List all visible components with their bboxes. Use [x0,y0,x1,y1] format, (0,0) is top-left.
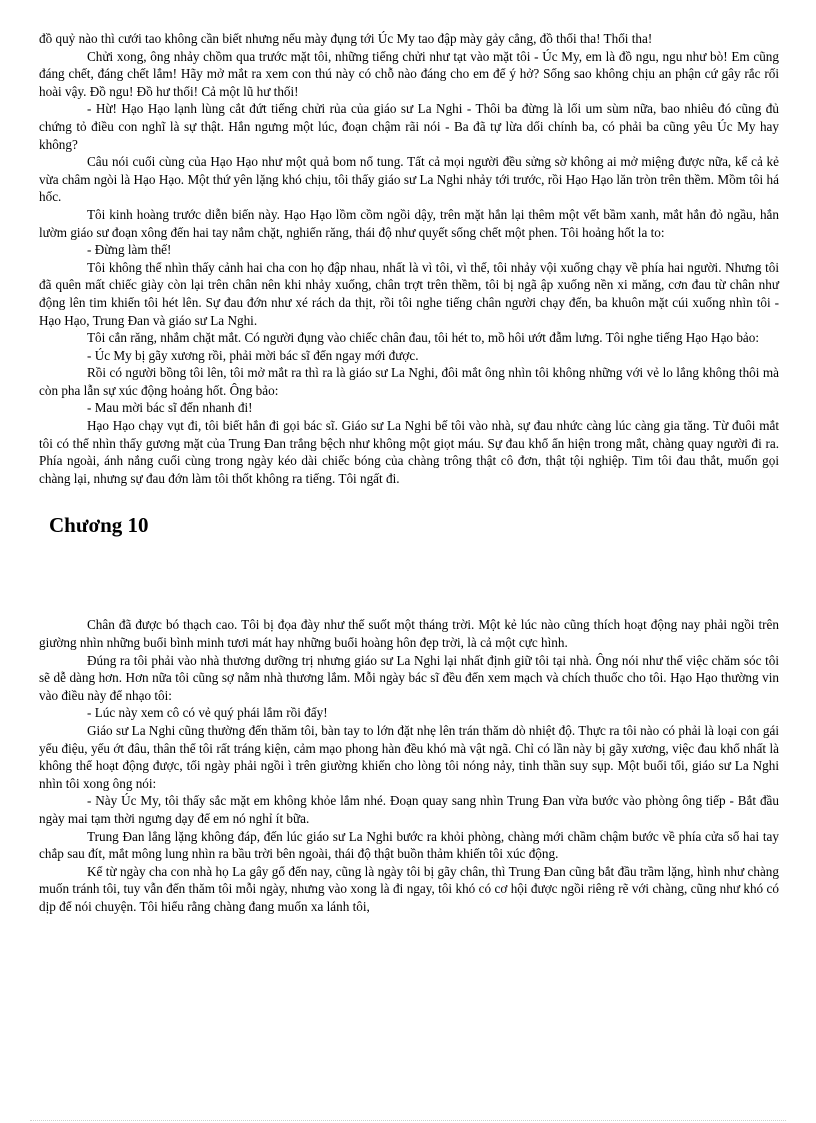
paragraph: Hạo Hạo chạy vụt đi, tôi biết hắn đi gọi bác sĩ. Giáo sư La Nghi bế tôi vào nhà, sự đau nhức càng lúc càng gia tăng. Từ đuôi mắt tôi có thể nhìn thấy gương mặt của Trung Đan trắng bệch như không một giọt máu. Sự đau khổ ẩn hiện trong mắt, chàng quay người đi ra. Phía ngoài, ánh nắng cuối cùng trong ngày kéo dài chiếc bóng của chàng trông thật cô đơn, thật tội nghiệp. Tim tôi đau thắt, muốn gọi chàng lại, nhưng sự đau đớn làm tôi thốt không ra tiếng. Tôi ngất đi. [39,418,779,486]
dialogue-line: - Hừ! Hạo Hạo lạnh lùng cắt đứt tiếng chửi rủa của giáo sư La Nghi - Thôi ba đừng là lối um sùm nữa, bao nhiêu đó cũng đủ chứng tỏ điều con nghĩ là sự thật. Hắn ngưng một lúc, đoạn chậm rãi nói - Ba đã tự lừa dối chính ba, có phải ba cũng yêu Úc My hay không? [39,101,779,152]
chapter-spacer [39,537,779,616]
paragraph: Trung Đan lẳng lặng không đáp, đến lúc giáo sư La Nghi bước ra khỏi phòng, chàng mới chầm chậm bước về phía cửa sổ hai tay chắp sau đít, mắt mông lung nhìn ra bầu trời bên ngoài, thái độ thật buồn thảm khiến tôi xúc động. [39,828,779,862]
paragraph: Rồi có người bồng tôi lên, tôi mở mắt ra thì ra là giáo sư La Nghi, đôi mắt ông nhìn tôi không những với vẻ lo lắng không thôi mà còn pha lẫn sự xúc động hoảng hốt. Ông bảo: [39,365,779,398]
paragraph: Kể từ ngày cha con nhà họ La gây gổ đến nay, cũng là ngày tôi bị gãy chân, thì Trung Đan cũng bắt đầu trầm lặng, hình như chàng muốn tránh tôi, tuy vẫn đến thăm tôi mỗi ngày, nhưng vào xong là đi ngay, tôi khó có cơ hội được ngồi riêng rẽ với chàng, cũng như khó có dịp để nói chuyện. Tôi hiểu rằng chàng đang muốn xa lánh tôi, [39,863,779,914]
dialogue-line: - Úc My bị gãy xương rồi, phải mời bác sĩ đến ngay mới được. [87,347,419,363]
paragraph: Giáo sư La Nghi cũng thường đến thăm tôi, bàn tay to lớn đặt nhẹ lên trán thăm dò nhiệt độ. Thực ra tôi nào có phải là loại con gái yểu điệu, yếu ớt đâu, thân thể tôi rất tráng kiện, cảm mạo phong hàn đều khó mà vật ngã. Chỉ có lần này bị gãy xương, việc đau khổ nhất là không thể hoạt động được, tối ngày phải ngồi ì trên giường khiến cho lòng tôi nóng nảy, tinh thần suy sụp. Một buổi tối, giáo sư La Nghi nhìn tôi xong ông nói: [39,723,779,791]
paragraph: Chân đã được bó thạch cao. Tôi bị đọa đày như thế suốt một tháng trời. Một kẻ lúc nào cũng thích hoạt động nay phải ngồi trên giường nhìn những buổi bình minh tươi mát hay những buổi hoàng hôn đẹp trời, là cả một cực hình. [39,617,779,651]
paragraph: Câu nói cuối cùng của Hạo Hạo như một quả bom nổ tung. Tất cả mọi người đều sửng sờ không ai mở miệng được nữa, kể cả kẻ vừa châm ngòi là Hạo Hạo. Một thứ yên lặng khó chịu, tôi thấy giáo sư La Nghi nhảy tới trước, rồi Hạo Hạo lăn tròn trên thềm. Mồm tôi há hốc. [39,154,779,205]
paragraph: Tôi cắn răng, nhắm chặt mắt. Có người đụng vào chiếc chân đau, tôi hét to, mồ hôi ướt đẫm lưng. Tôi nghe tiếng Hạo Hạo bảo: [87,330,760,346]
page-bottom-rule [30,1120,786,1121]
document-page [39,30,779,916]
dialogue-line: - Đừng làm thế! [87,242,172,258]
paragraph: đồ quỷ nào thì cưới tao không cần biết nhưng nếu mày đụng tới Úc My tao đập mày gảy cẳng, đồ thối tha! Thối tha! [39,31,653,46]
dialogue-line: - Này Úc My, tôi thấy sắc mặt em không khỏe lắm nhé. Đoạn quay sang nhìn Trung Đan vừa bước vào phòng ông tiếp - Bắt đầu ngày mai tạm thời ngưng dạy để em nó nghỉ ít bữa. [39,793,779,826]
chapter-heading: Chương 10 [49,513,149,538]
dialogue-line: - Mau mời bác sĩ đến nhanh đi! [87,400,253,416]
paragraph: Đúng ra tôi phải vào nhà thương dưỡng trị nhưng giáo sư La Nghi lại nhất định giữ tôi tại nhà. Ông nói như thế việc chăm sóc tôi sẽ dễ dàng hơn. Hơn nữa tôi cũng sợ nằm nhà thương lắm. Mỗi ngày bác sĩ đều đến xem mạch và chích thuốc cho tôi. Hạo Hạo thường vin vào điều này để nhạo tôi: [39,652,779,703]
paragraph: Chửi xong, ông nhảy chồm qua trước mặt tôi, những tiếng chửi như tạt vào mặt tôi - Úc My, em là đồ ngu, ngu như bò! Em cũng đáng chết, đáng chết lắm! Hãy mở mắt ra xem con thú này có chỗ nào đáng cho em để ý hở? Sống sao không chịu an phận cứ gây rắc rối hoài vậy. Đồ ngu! Đồ hư thối! Cả một lũ hư thối! [39,48,779,99]
dialogue-line: - Lúc này xem cô có vẻ quý phái lắm rồi đấy! [87,705,328,721]
chapter-10-body [39,616,779,915]
chapter-9-ending [39,30,779,487]
paragraph: Tôi kinh hoàng trước diễn biến này. Hạo Hạo lồm cồm ngồi dậy, trên mặt hắn lại thêm một vết bầm xanh, mắt hắn đỏ ngầu, hắn lườm giáo sư đoạn xông đến hai tay nắm chặt, nghiến răng, thái độ như quyết sống chết một phen. Tôi hoảng hốt la to: [39,206,779,240]
paragraph: Tôi không thể nhìn thấy cảnh hai cha con họ đập nhau, nhất là vì tôi, vì thế, tôi nhảy vội xuống chạy về phía hai người. Nhưng tôi đã quên mất chiếc giày còn lại trên chân nên khi nhảy xuống, chân trợt trên thềm, tôi bị ngã ập xuống nền xi măng, cơn đau từ chân như động lên tim khiến tôi hét lên. Sự đau đớn như xé rách da thịt, rồi tôi nghe tiếng chân người chạy đến, ba khuôn mặt cúi xuống nhìn tôi - Hạo Hạo, Trung Đan và giáo sư La Nghi. [39,259,779,328]
